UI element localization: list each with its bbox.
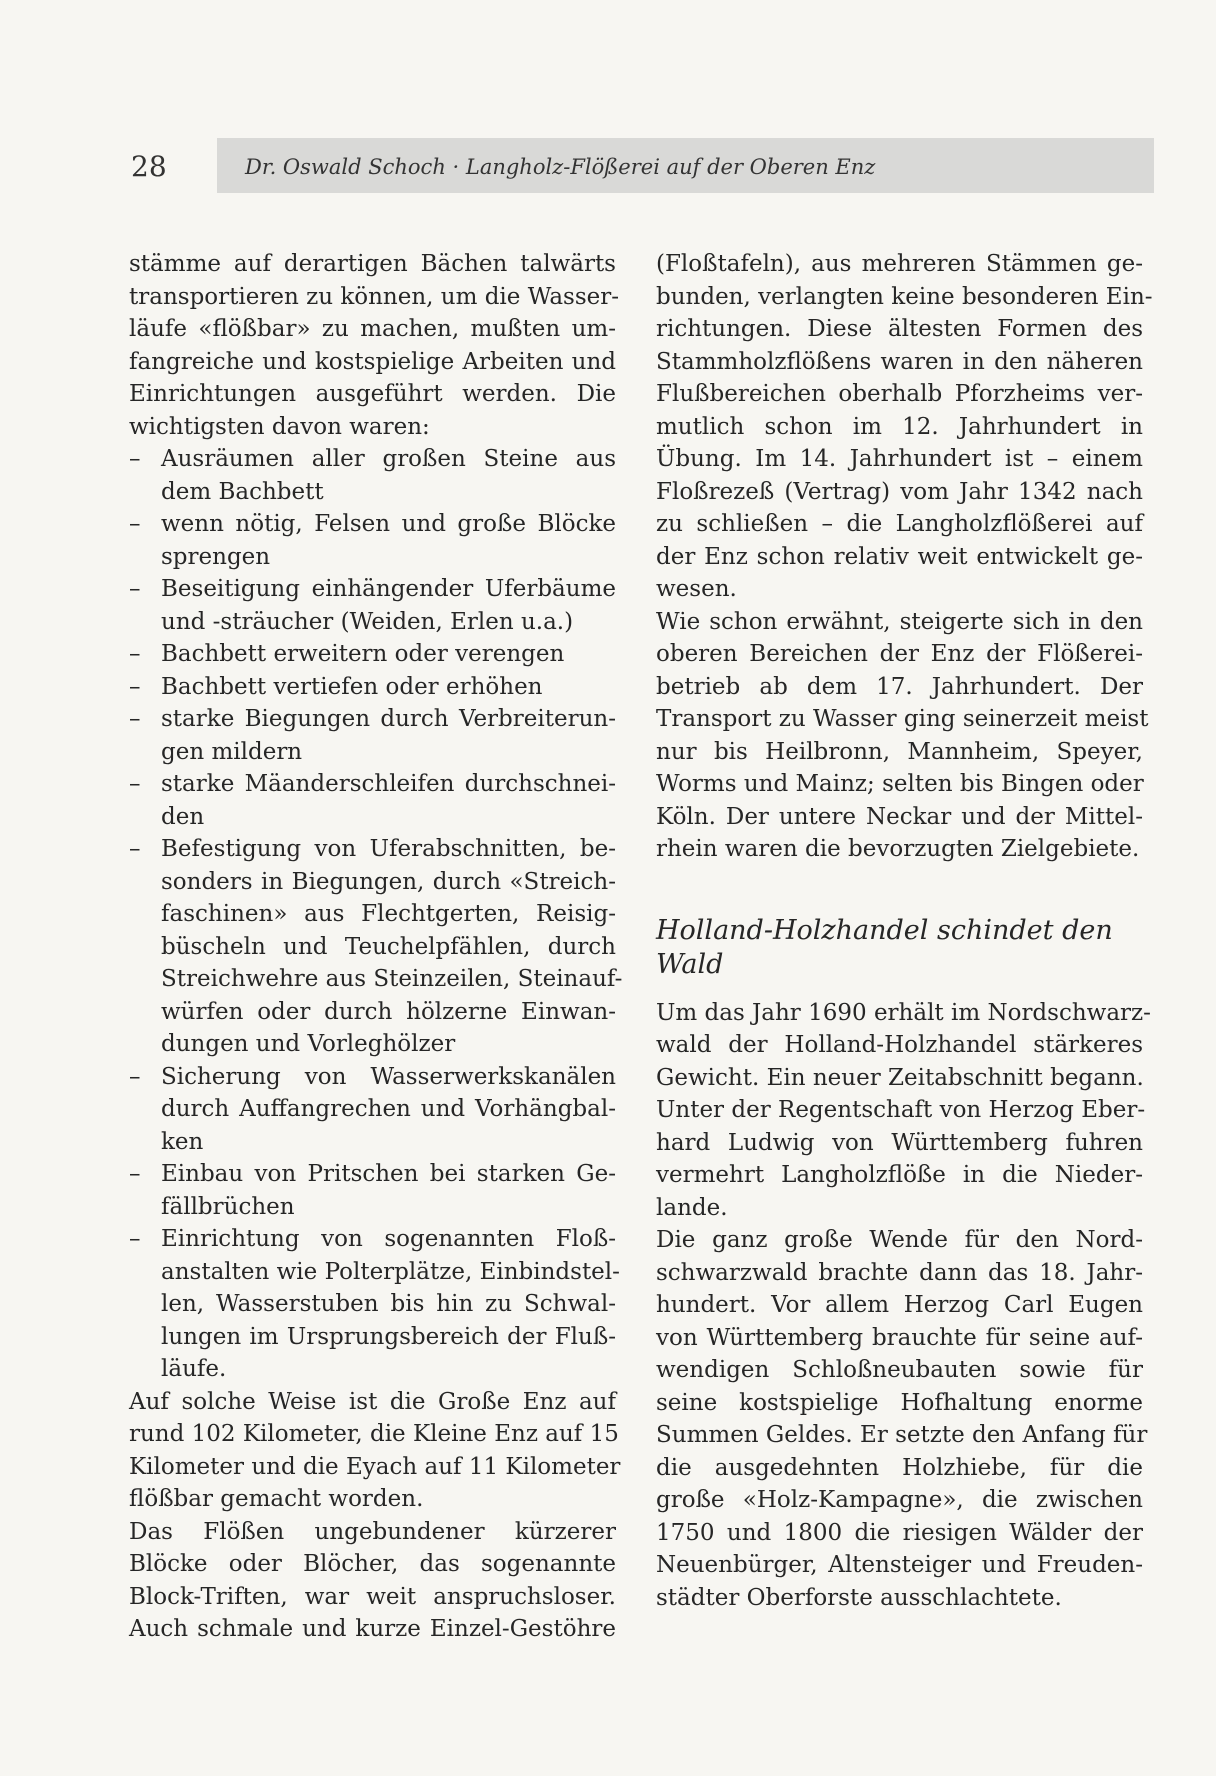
text-line: Flußbereichen oberhalb Pforzheims ver- bbox=[656, 381, 1143, 407]
text-line: transportieren zu können, um die Wasser- bbox=[129, 283, 620, 310]
list-item-line: Einrichtung von sogenannten Floß- bbox=[161, 1226, 616, 1252]
right-column bbox=[656, 248, 1153, 1614]
list-item-line: Einbau von Pritschen bei starken Ge- bbox=[161, 1161, 616, 1187]
list-item-line: sprengen bbox=[161, 543, 271, 570]
text-line: seine kostspielige Hofhaltung enorme bbox=[656, 1389, 1143, 1416]
list-item bbox=[129, 703, 616, 768]
paragraph bbox=[129, 1386, 621, 1516]
list-item-line: len, Wasserstuben bis hin zu Schwal- bbox=[161, 1291, 616, 1317]
text-line: die ausgedehnten Holzhiebe, für die bbox=[656, 1454, 1143, 1481]
text-line: Transport zu Wasser ging seinerzeit meist bbox=[656, 706, 1149, 732]
text-line: hundert. Vor allem Herzog Carl Eugen bbox=[656, 1292, 1143, 1318]
text-line: Um das Jahr 1690 erhält im Nordschwarz- bbox=[656, 999, 1151, 1026]
list-item-line: den bbox=[161, 803, 205, 830]
section-heading bbox=[656, 914, 1143, 982]
dash-bullet: – bbox=[129, 446, 141, 472]
list-item bbox=[129, 638, 616, 671]
text-line: Die ganz große Wende für den Nord- bbox=[656, 1227, 1143, 1253]
text-line: Auf solche Weise ist die Große Enz auf bbox=[129, 1388, 616, 1415]
list-item-line: sonders in Biegungen, durch «Streich- bbox=[161, 868, 616, 895]
list-item bbox=[129, 768, 616, 833]
text-line: läufe «flößbar» zu machen, mußten um- bbox=[129, 316, 616, 342]
text-line: Worms und Mainz; selten bis Bingen oder bbox=[656, 771, 1144, 797]
dash-bullet: – bbox=[129, 1161, 141, 1187]
text-line: Wie schon erwähnt, steigerte sich in den bbox=[656, 608, 1143, 635]
text-line: wichtigsten davon waren: bbox=[129, 413, 430, 440]
text-line: betrieb ab dem 17. Jahrhundert. Der bbox=[656, 673, 1143, 700]
bullet-list bbox=[129, 443, 623, 1386]
text-line: richtungen. Diese ältesten Formen des bbox=[656, 316, 1143, 342]
dash-bullet: – bbox=[129, 1226, 141, 1252]
list-item-line: dungen und Vorleghölzer bbox=[161, 1031, 456, 1057]
list-item bbox=[129, 508, 616, 573]
list-item-line: läufe. bbox=[161, 1356, 227, 1382]
text-line: lande. bbox=[656, 1194, 728, 1221]
text-line: fangreiche und kostspielige Arbeiten und bbox=[129, 348, 616, 375]
list-item bbox=[129, 833, 623, 1061]
text-line: wesen. bbox=[656, 576, 737, 602]
dash-bullet: – bbox=[129, 836, 141, 862]
dash-bullet: – bbox=[129, 706, 141, 732]
list-item-line: wenn nötig, Felsen und große Blöcke bbox=[161, 511, 616, 537]
list-item bbox=[129, 1061, 616, 1159]
list-item-line: und -sträucher (Weiden, Erlen u.a.) bbox=[161, 608, 574, 635]
list-item bbox=[129, 443, 616, 508]
text-line: bunden, verlangten keine besonderen Ein- bbox=[656, 283, 1153, 310]
list-item bbox=[129, 573, 616, 638]
paragraph bbox=[656, 1224, 1148, 1614]
text-line: Kilometer und die Eyach auf 11 Kilometer bbox=[129, 1453, 621, 1480]
text-line: mutlich schon im 12. Jahrhundert in bbox=[656, 413, 1143, 440]
list-item-line: anstalten wie Polterplätze, Einbindstel- bbox=[161, 1258, 620, 1285]
text-line: Unter der Regentschaft von Herzog Eber- bbox=[656, 1097, 1146, 1123]
list-item bbox=[129, 671, 616, 704]
text-line: flößbar gemacht worden. bbox=[129, 1486, 424, 1512]
list-item-line: faschinen» aus Flechtgerten, Reisig- bbox=[161, 901, 616, 927]
running-title: Dr. Oswald Schoch · Langholz-Flößerei auf der Oberen Enz bbox=[245, 155, 876, 179]
list-item bbox=[129, 1158, 616, 1223]
list-item-line: Befestigung von Uferabschnitten, be- bbox=[161, 836, 616, 862]
text-line: von Württemberg brauchte für seine auf- bbox=[656, 1324, 1143, 1351]
text-line: nur bis Heilbronn, Mannheim, Speyer, bbox=[656, 738, 1143, 765]
left-column bbox=[129, 248, 623, 1646]
text-line: Einrichtungen ausgeführt werden. Die bbox=[129, 381, 616, 407]
text-line: große «Holz-Kampagne», die zwischen bbox=[656, 1487, 1143, 1513]
text-line: (Floßtafeln), aus mehreren Stämmen ge- bbox=[656, 251, 1143, 277]
text-line: Köln. Der untere Neckar und der Mittel- bbox=[656, 803, 1143, 830]
dash-bullet: – bbox=[129, 673, 141, 700]
text-line: zu schließen – die Langholzflößerei auf bbox=[656, 511, 1143, 537]
list-item-line: fällbrüchen bbox=[161, 1193, 295, 1220]
list-item-line: starke Mäanderschleifen durchschnei- bbox=[161, 771, 616, 797]
intro-paragraph bbox=[129, 248, 620, 443]
list-item-line: würfen oder durch hölzerne Einwan- bbox=[161, 998, 616, 1025]
dash-bullet: – bbox=[129, 641, 141, 667]
list-item-line: gen mildern bbox=[161, 738, 303, 765]
list-item-line: Streichwehre aus Steinzeilen, Steinauf- bbox=[161, 966, 623, 992]
text-line: Floßrezeß (Vertrag) vom Jahr 1342 nach bbox=[656, 478, 1143, 505]
list-item-line: starke Biegungen durch Verbreiterun- bbox=[161, 706, 616, 732]
text-line: der Enz schon relativ weit entwickelt ge- bbox=[656, 543, 1143, 570]
text-line: rhein waren die bevorzugten Zielgebiete. bbox=[656, 836, 1140, 862]
page-header bbox=[131, 138, 1154, 193]
list-item bbox=[129, 1223, 620, 1386]
text-line: rund 102 Kilometer, die Kleine Enz auf 15 bbox=[129, 1421, 619, 1447]
text-line: wald der Holland-Holzhandel stärkeres bbox=[656, 1032, 1143, 1058]
list-item-line: Sicherung von Wasserwerkskanälen bbox=[161, 1063, 616, 1090]
text-line: Block-Triften, war weit anspruchsloser. bbox=[129, 1583, 616, 1610]
list-item-line: ken bbox=[161, 1128, 204, 1155]
list-item-line: lungen im Ursprungsbereich der Fluß- bbox=[161, 1323, 616, 1350]
text-line: oberen Bereichen der Enz der Flößerei- bbox=[656, 641, 1143, 667]
running-head-band bbox=[217, 138, 1154, 193]
list-item-line: büscheln und Teuchelpfählen, durch bbox=[161, 933, 616, 960]
heading-line: Wald bbox=[656, 948, 724, 980]
list-item-line: dem Bachbett bbox=[161, 478, 324, 505]
dash-bullet: – bbox=[129, 576, 141, 602]
list-item-line: Beseitigung einhängender Uferbäume bbox=[161, 576, 616, 602]
list-item-line: durch Auffangrechen und Vorhängbal- bbox=[161, 1096, 616, 1122]
paragraph bbox=[656, 997, 1151, 1225]
paragraph bbox=[129, 1516, 616, 1646]
text-line: schwarzwald brachte dann das 18. Jahr- bbox=[656, 1259, 1143, 1286]
text-line: stämme auf derartigen Bächen talwärts bbox=[129, 251, 616, 277]
text-line: Neuenbürger, Altensteiger und Freuden- bbox=[656, 1552, 1143, 1578]
dash-bullet: – bbox=[129, 511, 141, 537]
text-line: 1750 und 1800 die riesigen Wälder der bbox=[656, 1519, 1143, 1546]
text-line: Gewicht. Ein neuer Zeitabschnitt begann. bbox=[656, 1064, 1144, 1091]
text-line: städter Oberforste ausschlachtete. bbox=[656, 1584, 1062, 1611]
text-line: Auch schmale und kurze Einzel-Gestöhre bbox=[129, 1616, 616, 1642]
text-line: Summen Geldes. Er setzte den Anfang für bbox=[656, 1422, 1148, 1448]
text-line: hard Ludwig von Württemberg fuhren bbox=[656, 1129, 1143, 1156]
paragraph bbox=[656, 248, 1153, 606]
text-line: vermehrt Langholzflöße in die Nieder- bbox=[656, 1162, 1143, 1188]
dash-bullet: – bbox=[129, 771, 141, 797]
list-item-line: Ausräumen aller großen Steine aus bbox=[161, 446, 616, 472]
text-line: wendigen Schloßneubauten sowie für bbox=[656, 1357, 1143, 1383]
list-item-line: Bachbett erweitern oder verengen bbox=[161, 641, 565, 667]
text-line: Übung. Im 14. Jahrhundert ist – einem bbox=[656, 446, 1143, 472]
paragraph bbox=[656, 606, 1149, 866]
page-number: 28 bbox=[131, 150, 167, 183]
text-line: Das Flößen ungebundener kürzerer bbox=[129, 1518, 616, 1545]
text-line: Blöcke oder Blöcher, das sogenannte bbox=[129, 1551, 616, 1577]
text-line: Stammholzflößens waren in den näheren bbox=[656, 348, 1143, 375]
list-item-line: Bachbett vertiefen oder erhöhen bbox=[161, 673, 543, 700]
dash-bullet: – bbox=[129, 1063, 141, 1090]
heading-line: Holland-Holzhandel schindet den bbox=[656, 914, 1113, 946]
